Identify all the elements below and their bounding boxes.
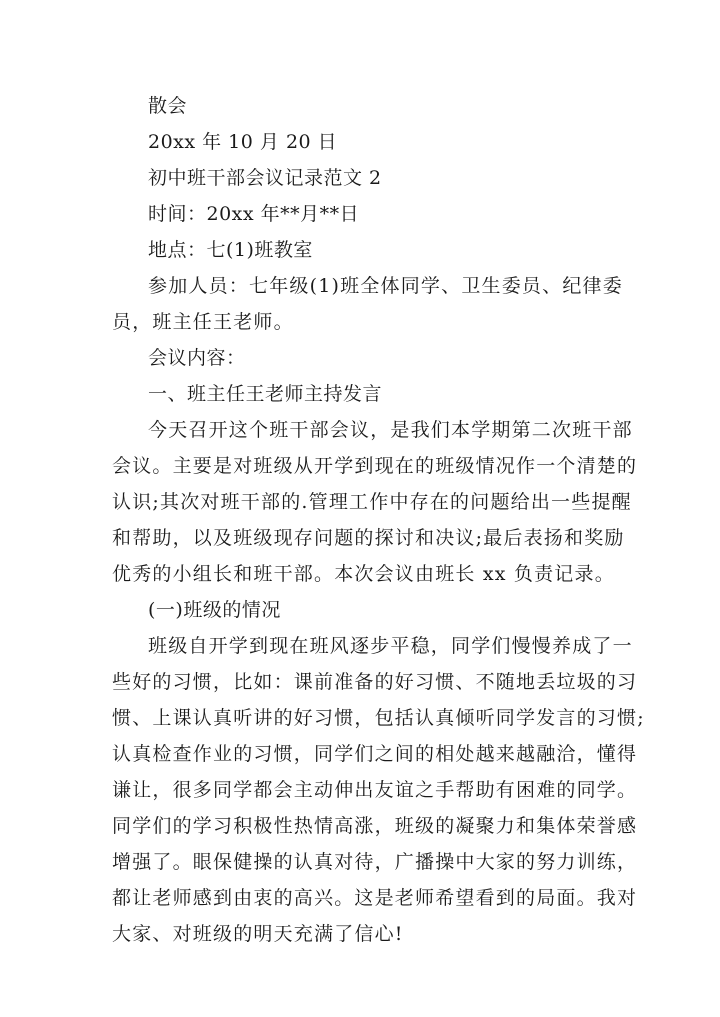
paragraph-line: 今天召开这个班干部会议，是我们本学期第二次班干部 (148, 419, 633, 441)
paragraph-line: 和帮助，以及班级现存问题的探讨和决议;最后表扬和奖励 (112, 527, 625, 549)
paragraph-line: 谦让，很多同学都会主动伸出友谊之手帮助有困难的同学。 (112, 779, 638, 801)
date-line: 20xx 年 10 月 20 日 (148, 131, 338, 153)
paragraph-line: 大家、对班级的明天充满了信心! (112, 923, 404, 945)
paragraph-line: 认真检查作业的习惯，同学们之间的相处越来越融洽，懂得 (112, 743, 638, 765)
section-heading: 一、班主任王老师主持发言 (148, 383, 383, 405)
location-line: 地点：七(1)班教室 (148, 239, 313, 261)
attendees-line: 参加人员：七年级(1)班全体同学、卫生委员、纪律委 (148, 275, 623, 297)
closing-line: 散会 (148, 95, 188, 117)
document-title: 初中班干部会议记录范文 2 (148, 167, 382, 189)
attendees-line: 员，班主任王老师。 (112, 311, 294, 333)
meeting-content-label: 会议内容： (148, 347, 246, 369)
attendees-paragraph (112, 268, 623, 340)
time-line: 时间：20xx 年**月**日 (148, 203, 360, 225)
paragraph-line: 都让老师感到由衷的高兴。这是老师希望看到的局面。我对 (112, 887, 638, 909)
subsection1-paragraph (112, 628, 645, 952)
subsection-heading: (一)班级的情况 (148, 599, 281, 621)
paragraph-line: 优秀的小组长和班干部。本次会议由班长 xx 负责记录。 (112, 563, 615, 585)
paragraph-line: 会议。主要是对班级从开学到现在的班级情况作一个清楚的 (112, 455, 638, 477)
paragraph-line: 惯、上课认真听讲的好习惯，包括认真倾听同学发言的习惯; (112, 707, 645, 729)
document-page (112, 88, 645, 952)
paragraph-line: 同学们的学习积极性热情高涨，班级的凝聚力和集体荣誉感 (112, 815, 638, 837)
paragraph-line: 认识;其次对班干部的.管理工作中存在的问题给出一些提醒 (112, 491, 632, 513)
paragraph-line: 班级自开学到现在班风逐步平稳，同学们慢慢养成了一 (148, 635, 633, 657)
paragraph-line: 增强了。眼保健操的认真对待，广播操中大家的努力训练， (112, 851, 638, 873)
paragraph-line: 些好的习惯，比如：课前准备的好习惯、不随地丢垃圾的习 (112, 671, 638, 693)
section1-paragraph (112, 412, 638, 592)
